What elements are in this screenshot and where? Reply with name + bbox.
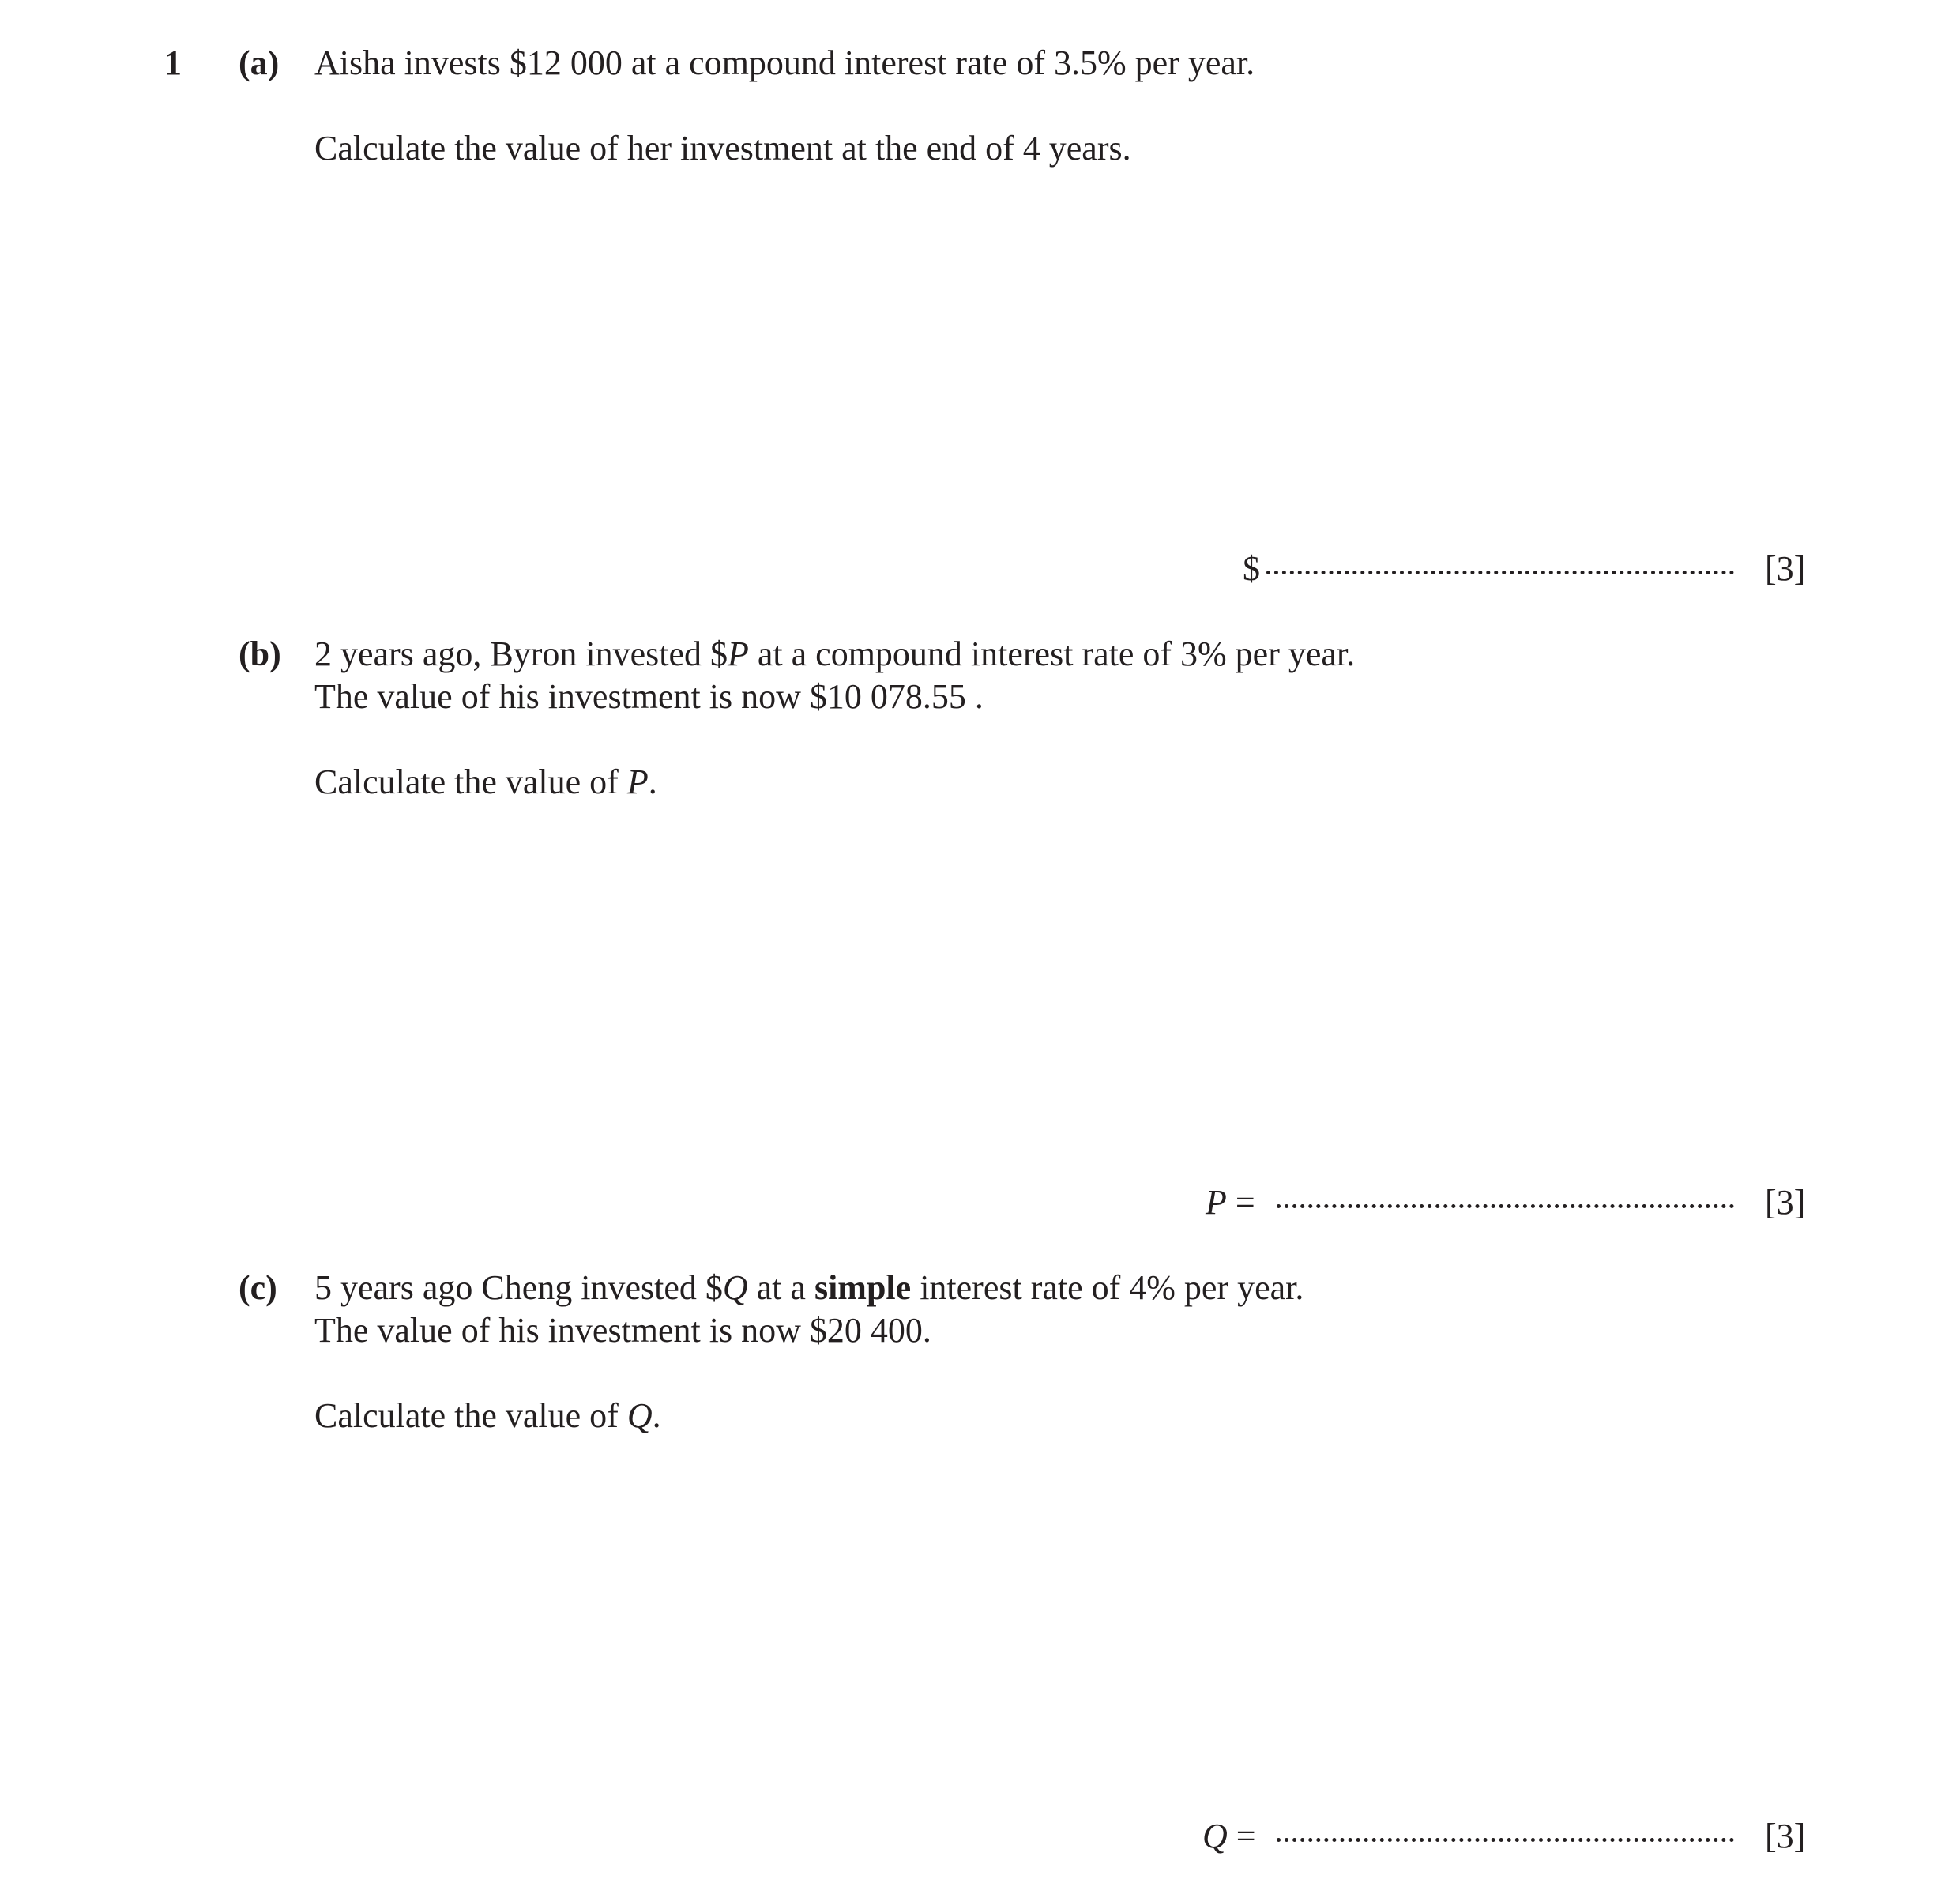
- part-a-label: (a): [239, 43, 280, 82]
- part-c-answer-equals: =: [1227, 1817, 1256, 1855]
- part-c-statement-line2: The value of his investment is now $20 400.: [314, 1311, 931, 1350]
- part-b-line1-start: 2 years ago, Byron invested $: [314, 635, 728, 673]
- part-b-instruction-variable: P: [626, 763, 649, 801]
- part-c-instruction-variable: Q: [626, 1396, 653, 1435]
- part-c-answer-variable: Q: [1202, 1817, 1228, 1855]
- part-c-statement-line1: [314, 1268, 1304, 1307]
- part-b-marks: [3]: [1765, 1183, 1806, 1222]
- part-b-instruction: [314, 765, 657, 800]
- part-c-instruction-end: .: [652, 1396, 661, 1435]
- question-number: 1: [164, 43, 182, 82]
- part-b-answer-equals: =: [1226, 1183, 1255, 1222]
- part-b-line1-end: at a compound interest rate of 3% per year.: [748, 635, 1356, 673]
- part-c-line1-variable: Q: [722, 1268, 748, 1307]
- part-c-line1-middle: at a: [747, 1268, 814, 1307]
- part-a-answer-line[interactable]: [1266, 571, 1734, 574]
- part-c-line1-start: 5 years ago Cheng invested $: [314, 1268, 723, 1307]
- part-b-statement-line1: [314, 637, 1355, 672]
- part-b-answer-variable: P: [1206, 1183, 1227, 1222]
- part-b-answer-line[interactable]: [1277, 1204, 1734, 1208]
- part-c-answer-line[interactable]: [1277, 1838, 1734, 1842]
- part-b-label: (b): [239, 635, 281, 673]
- part-c-line1-end: interest rate of 4% per year.: [911, 1268, 1304, 1307]
- part-b-answer-label: [1206, 1185, 1255, 1220]
- part-a-answer-prefix: $: [1243, 549, 1260, 588]
- part-b-line1-variable: P: [728, 635, 749, 673]
- part-c-label: (c): [239, 1268, 277, 1307]
- part-c-instruction: [314, 1396, 661, 1435]
- part-a-instruction: Calculate the value of her investment at the end of 4 years.: [314, 129, 1131, 168]
- part-a-marks: [3]: [1765, 549, 1806, 588]
- part-c-marks: [3]: [1765, 1817, 1806, 1855]
- part-b-instruction-start: Calculate the value of: [314, 763, 627, 801]
- part-c-instruction-start: Calculate the value of: [314, 1396, 627, 1435]
- part-b-statement-line2: The value of his investment is now $10 078.55 .: [314, 677, 984, 716]
- part-c-line1-emphasis: simple: [814, 1268, 912, 1307]
- part-b-instruction-end: .: [648, 763, 657, 801]
- part-a-statement: Aisha invests $12 000 at a compound interest rate of 3.5% per year.: [314, 43, 1255, 82]
- part-c-answer-label: [1202, 1819, 1256, 1854]
